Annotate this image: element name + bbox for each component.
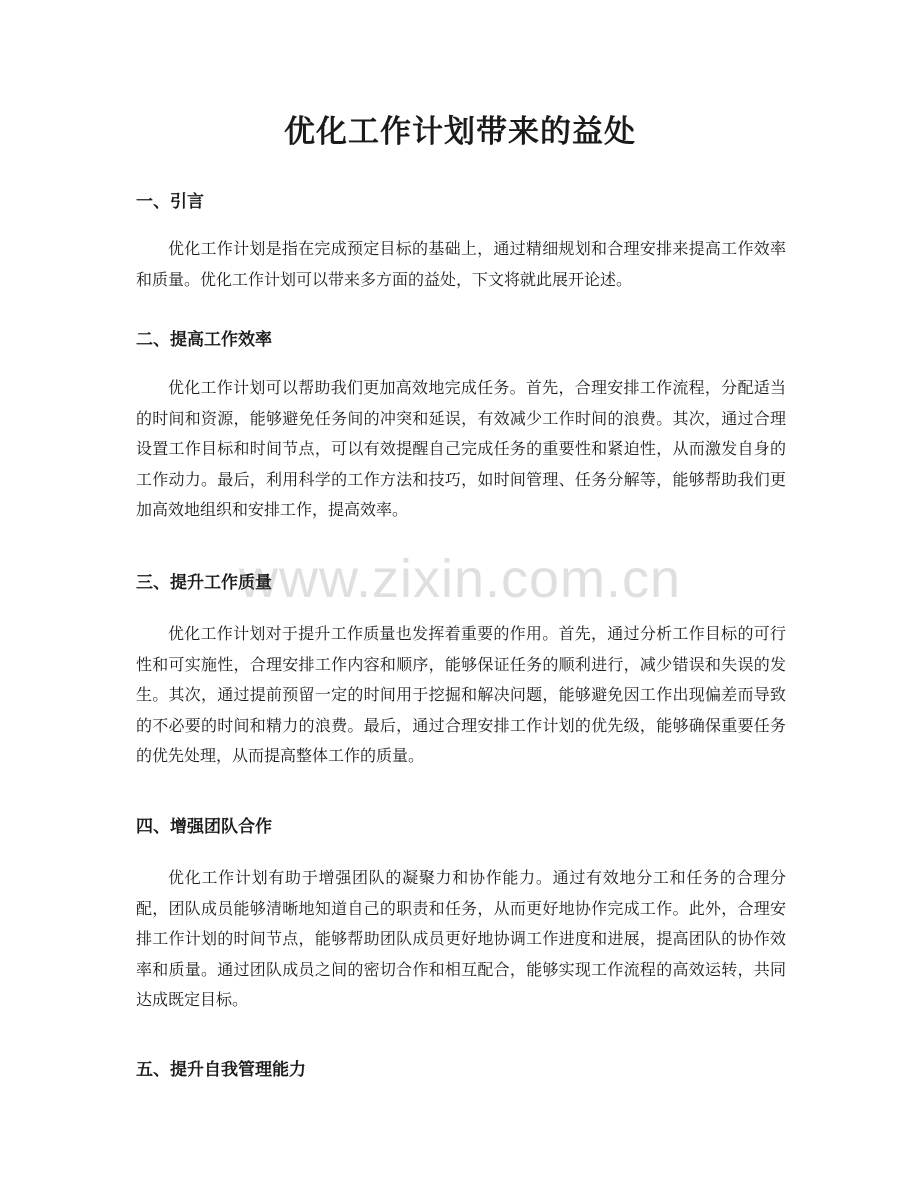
- section-paragraph-introduction: 优化工作计划是指在完成预定目标的基础上，通过精细规划和合理安排来提高工作效率和质量。优化工作计划可以带来多方面的益处，下文将就此展开论述。: [136, 239, 786, 289]
- section-heading-efficiency: 二、提高工作效率: [136, 330, 272, 350]
- section-heading-self-management: 五、提升自我管理能力: [136, 1060, 306, 1080]
- watermark: www.zixin.com.cn: [238, 549, 682, 609]
- section-paragraph-quality: 优化工作计划对于提升工作质量也发挥着重要的作用。首先，通过分析工作目标的可行性和可实施性，合理安排工作内容和顺序，能够保证任务的顺利进行，减少错误和失误的发生。其次，通过提前预留一定的时间用于挖掘和解决问题，能够避免因工作出现偏差而导致的不必要的时间和精力的浪费。最后，通过合理安排工作计划的优先级，能够确保重要任务的优先处理，从而提高整体工作的质量。: [136, 624, 786, 766]
- section-paragraph-teamwork: 优化工作计划有助于增强团队的凝聚力和协作能力。通过有效地分工和任务的合理分配，团队成员能够清晰地知道自己的职责和任务，从而更好地协作完成工作。此外，合理安排工作计划的时间节点，能够帮助团队成员更好地协调工作进度和进展，提高团队的协作效率和质量。通过团队成员之间的密切合作和相互配合，能够实现工作流程的高效运转，共同达成既定目标。: [136, 868, 786, 1010]
- section-heading-introduction: 一、引言: [136, 192, 204, 212]
- document-title: 优化工作计划带来的益处: [284, 114, 636, 150]
- section-heading-quality: 三、提升工作质量: [136, 573, 272, 593]
- section-heading-teamwork: 四、增强团队合作: [136, 817, 272, 837]
- section-paragraph-efficiency: 优化工作计划可以帮助我们更加高效地完成任务。首先，合理安排工作流程，分配适当的时间和资源，能够避免任务间的冲突和延误，有效减少工作时间的浪费。其次，通过合理设置工作目标和时间节点，可以有效提醒自己完成任务的重要性和紧迫性，从而激发自身的工作动力。最后，利用科学的工作方法和技巧，如时间管理、任务分解等，能够帮助我们更加高效地组织和安排工作，提高效率。: [136, 378, 786, 520]
